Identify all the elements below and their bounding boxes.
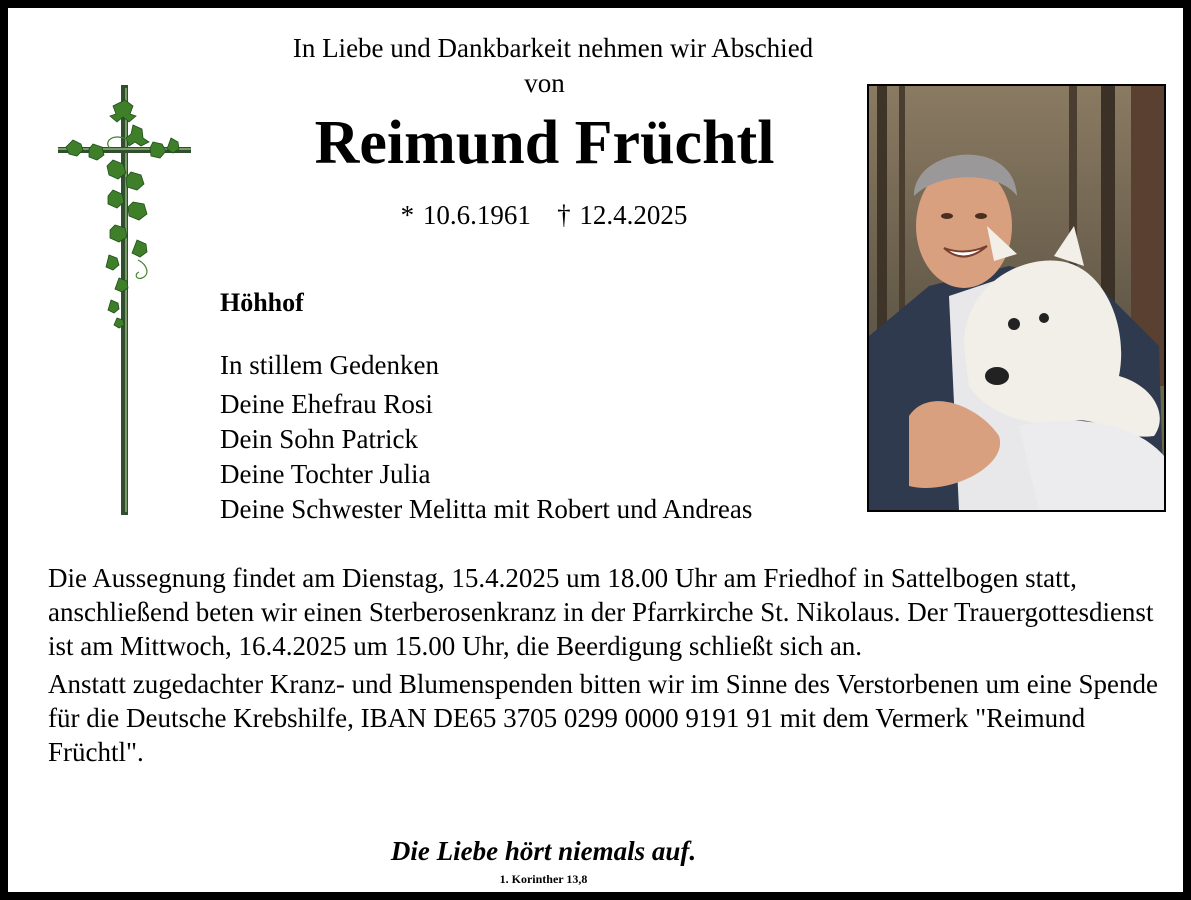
mourner-line: Deine Ehefrau Rosi [220,389,433,419]
intro-line-1: In Liebe und Dankbarkeit nehmen wir Abschied [292,33,814,63]
deceased-name: Reimund Früchtl [314,109,775,177]
life-dates: * 10.6.1961 † 12.4.2025 [400,200,688,230]
portrait-photo [867,84,1166,512]
mourner-line: Deine Tochter Julia [220,459,431,489]
mourners-list [220,348,752,527]
ivy-cross-icon [53,80,198,520]
mourner-line: Deine Schwester Melitta mit Robert und Andreas [220,494,753,524]
donation-info-paragraph: Anstatt zugedachter Kranz- und Blumenspenden bitten wir im Sinne des Verstorbenen um eine Spende für die Deutsche Krebshilfe, IBAN DE65 3705 0299 0000 9191 91 mit dem Vermerk "Reimund Früchtl". [48,669,1158,767]
intro-line-2: von [524,68,565,98]
mourner-line: Dein Sohn Patrick [220,424,418,454]
place-label: Höhhof [220,288,304,317]
portrait-photo-graphic [869,86,1164,510]
service-info [48,561,1158,773]
mourners-intro: In stillem Gedenken [220,350,439,380]
closing-quote: Die Liebe hört niemals auf. [390,836,697,866]
bible-verse-reference: 1. Korinther 13,8 [499,872,588,886]
service-info-paragraph: Die Aussegnung findet am Dienstag, 15.4.2025 um 18.00 Uhr am Friedhof in Sattelbogen statt, anschließend beten wir einen Sterberosenkranz in der Pfarrkirche St. Nikolaus. Der Trauergottesdienst ist am Mittwoch, 16.4.2025 um 15.00 Uhr, die Beerdigung schließt sich an. [48,563,1154,661]
